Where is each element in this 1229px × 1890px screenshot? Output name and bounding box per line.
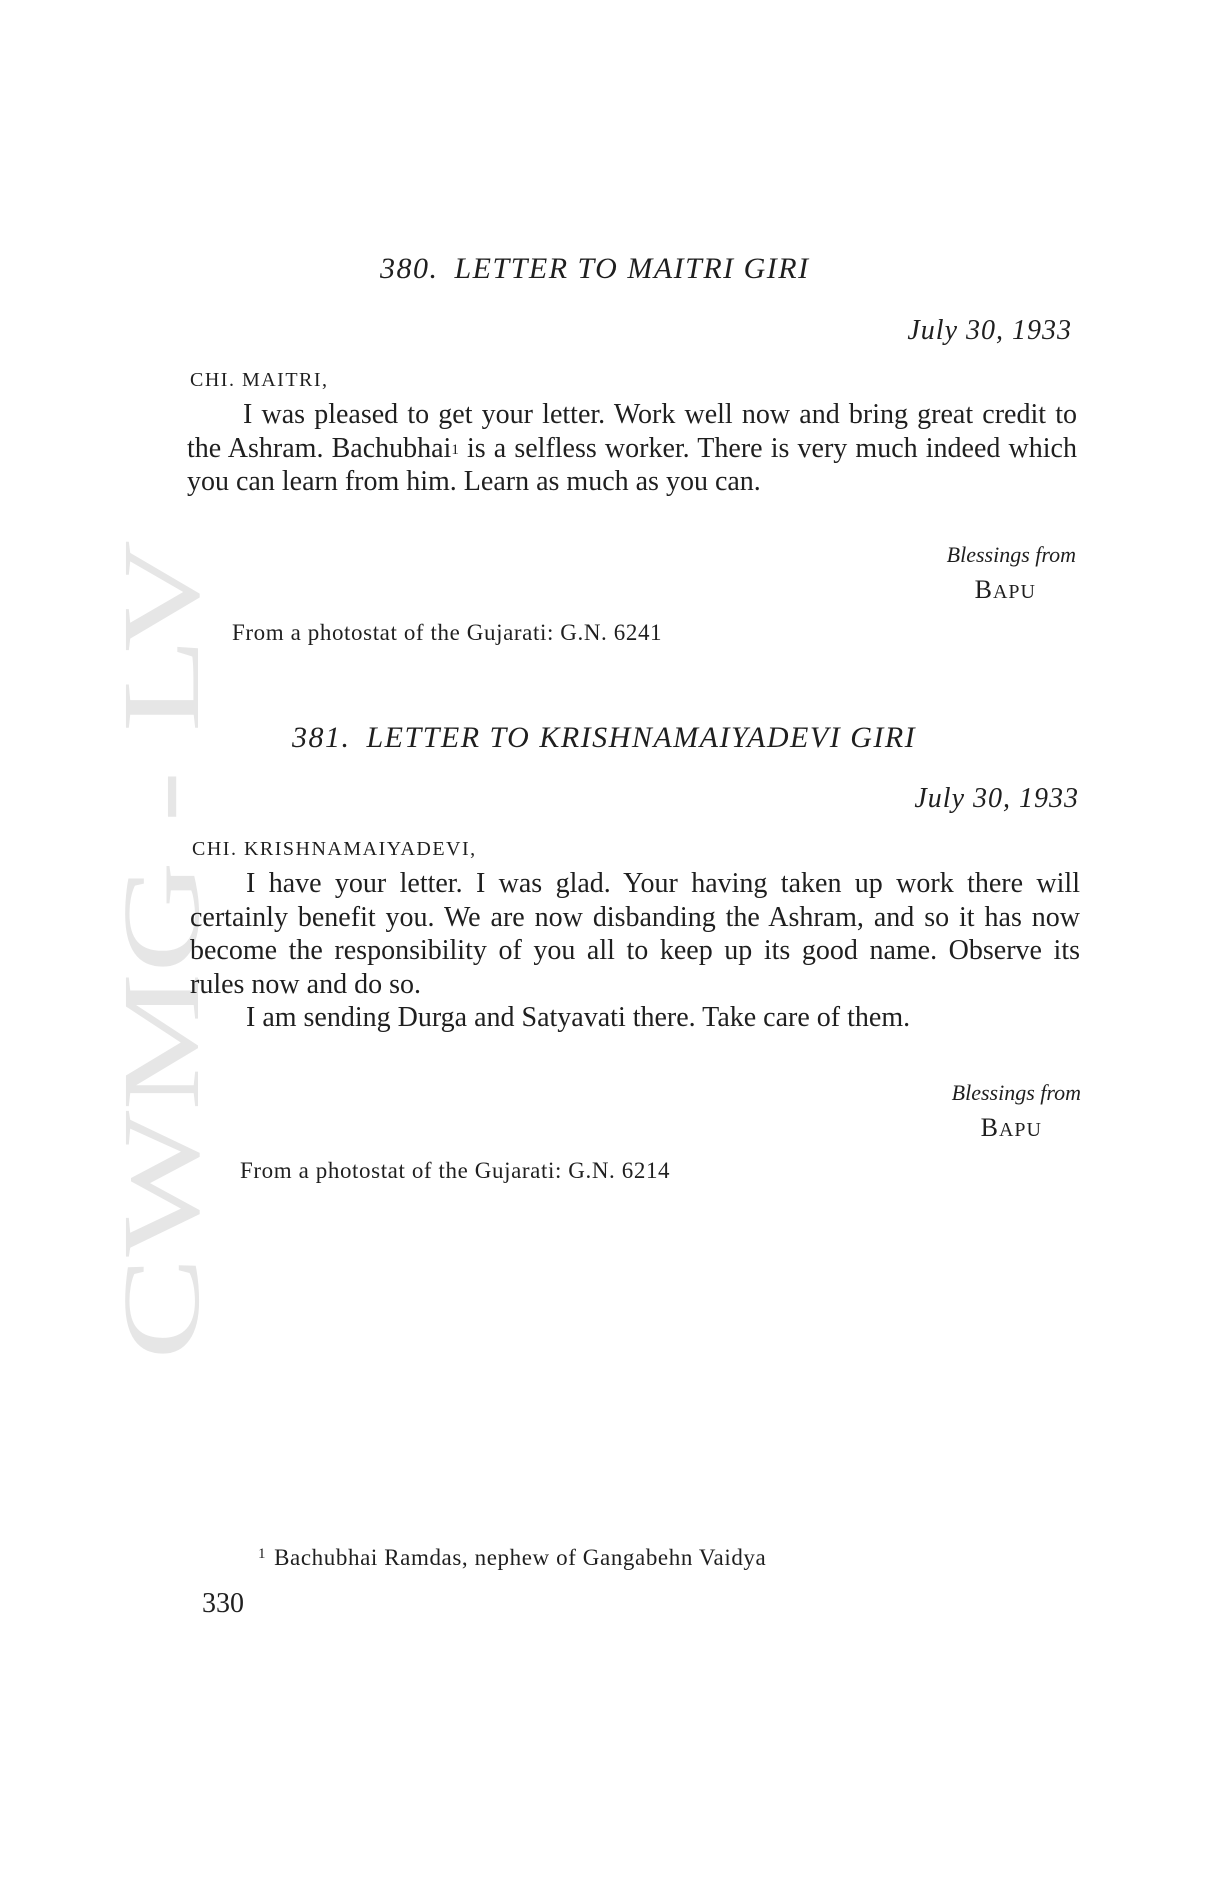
footnote-marker: 1 (258, 1546, 267, 1562)
footnote (258, 1545, 766, 1571)
footnote-text: Bachubhai Ramdas, nephew of Gangabehn Vaidya (274, 1545, 767, 1570)
letter-heading (292, 721, 916, 755)
salutation: CHI. MAITRI, (190, 369, 329, 391)
letter-body (187, 398, 1077, 499)
paragraph: I was pleased to get your letter. Work well now and bring great credit to the Ashram. Bachubhai$^1$ is a selfless worker. There is very much indeed which you can learn from him. Learn as much as you can. (187, 399, 1077, 497)
paragraph: I am sending Durga and Satyavati there. Take care of them. (246, 1002, 911, 1033)
closing-blessings: Blessings from (946, 542, 1076, 567)
letter-body (190, 867, 1080, 1035)
source-note: From a photostat of the Gujarati: G.N. 6214 (240, 1158, 671, 1183)
page-number: 330 (202, 1588, 244, 1619)
letter-date: July 30, 1933 (907, 315, 1072, 346)
letter-date: July 30, 1933 (914, 783, 1079, 814)
closing-blessings: Blessings from (951, 1080, 1081, 1105)
paragraph: I have your letter. I was glad. Your having taken up work there will certainly benefit you. We are now disbanding the Ashram, and so it has now become the responsibility of you all to keep up its good name. Observe its rules now and do so. (190, 868, 1080, 1000)
footnote-marker: 1 (451, 441, 459, 458)
signature: BAPU (980, 1113, 1042, 1142)
letter-number: 380. (380, 252, 439, 285)
letter-heading (380, 252, 810, 286)
letter-number: 381. (292, 721, 351, 754)
svg-text:CWMG - LV: CWMG - LV (100, 777, 222, 1360)
letter-title: LETTER TO MAITRI GIRI (454, 252, 810, 285)
source-note: From a photostat of the Gujarati: G.N. 6241 (232, 620, 663, 645)
signature: BAPU (974, 575, 1036, 604)
letter-title: LETTER TO KRISHNAMAIYADEVI GIRI (366, 721, 917, 754)
salutation: CHI. KRISHNAMAIYADEVI, (192, 838, 477, 860)
